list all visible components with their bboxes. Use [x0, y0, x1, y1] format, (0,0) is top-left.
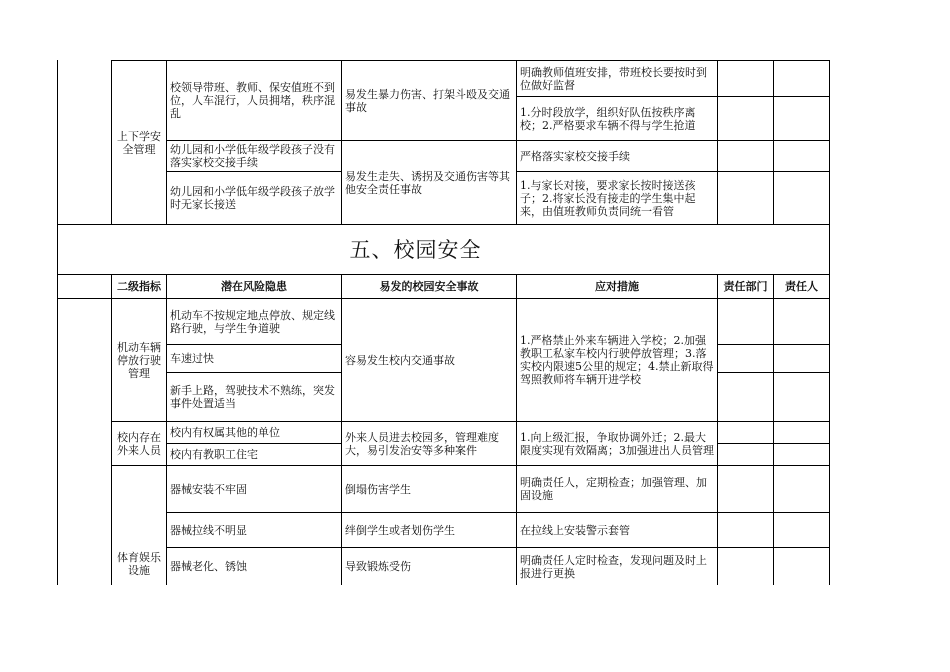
hazard-cell: 校领导带班、教师、保安值班不到位，人车混行，人员拥堵，秩序混乱: [170, 81, 335, 120]
grid-line: [829, 60, 830, 224]
measure-cell: 1.与家长对接，要求家长按时接送孩子；2.将家长没有接走的学生集中起来，由值班教师负责同统一看管: [520, 178, 696, 218]
accident-cell: 倒塌伤害学生: [345, 482, 411, 496]
header-hazard: 潜在风险隐患: [221, 280, 287, 293]
measure-cell: 明确责任人，定期检查；加强管理、加固设施: [520, 476, 707, 502]
grid-line: [773, 60, 774, 224]
accident-cell: 易发生走失、诱拐及交通伤害等其他安全责任事故: [345, 169, 510, 196]
hazard-cell: 器械安装不牢固: [170, 482, 247, 496]
section-title: 五、校园安全: [349, 238, 482, 262]
category-sports: 体育娱乐设施: [117, 551, 161, 577]
hazard-cell: 器械老化、锈蚀: [170, 560, 247, 573]
hazard-cell: 车速过快: [170, 352, 214, 365]
accident-cell: 外来人员进去校园多，管理难度大，易引发治安等多种案件: [345, 430, 499, 457]
accident-cell: 易发生暴力伤害、打架斗殴及交通事故: [345, 87, 510, 114]
hazard-cell: 幼儿园和小学低年级学段孩子没有落实家校交接手续: [170, 143, 335, 169]
grid-line: [57, 60, 58, 224]
header-person: 责任人: [785, 280, 818, 293]
hazard-cell: 新手上路，驾驶技术不熟练，突发事件处置适当: [170, 384, 335, 410]
grid-line: [717, 344, 830, 345]
accident-cell: 绊倒学生或者划伤学生: [345, 523, 455, 537]
grid-line: [717, 274, 718, 585]
grid-line: [829, 274, 830, 585]
header-level2: 二级指标: [117, 280, 161, 293]
measure-cell: 明确教师值班安排，带班校长要按时到位做好监督: [520, 65, 707, 92]
category-vehicles: 机动车辆停放行驶管理: [117, 340, 161, 380]
header-dept: 责任部门: [723, 280, 768, 293]
header-measures: 应对措施: [595, 280, 639, 293]
grid-line: [717, 372, 830, 373]
grid-line: [717, 443, 830, 444]
hazard-cell: 校内有权属其他的单位: [170, 426, 280, 439]
measure-cell: 1.向上级汇报，争取协调外迁；2.最大限度实现有效隔离；3加强进出人员管理: [520, 430, 714, 457]
hazard-cell: 幼儿园和小学低年级学段孩子放学时无家长接送: [170, 185, 335, 211]
hazard-cell: 器械拉线不明显: [170, 523, 247, 537]
accident-cell: 容易发生校内交通事故: [345, 353, 455, 367]
measure-cell: 1.分时段放学，组织好队伍按秩序离校；2.严格要求车辆不得与学生抢道: [520, 105, 696, 132]
category-school-commute: 上下学安全管理: [117, 129, 161, 156]
hazard-cell: 机动车不按规定地点停放、规定线路行驶，与学生争道驶: [170, 308, 335, 335]
grid-line: [57, 274, 58, 585]
accident-cell: 导致锻炼受伤: [345, 560, 411, 573]
measure-cell: 明确责任人定时检查，发现问题及时上报进行更换: [520, 553, 707, 580]
category-outsiders: 校内存在外来人员: [117, 430, 161, 457]
measure-cell: 在拉线上安装警示套管: [520, 523, 630, 537]
measure-cell: 1.严格禁止外来车辆进入学校；2.加强教职工私家车校内行驶停放管理；3.落实校内限速5公里的规定；4.禁止新取得驾照教师将车辆开进学校: [520, 334, 714, 386]
measure-cell: 严格落实家校交接手续: [520, 149, 630, 163]
header-accident: 易发的校园安全事故: [379, 280, 479, 293]
hazard-cell: 校内有教职工住宅: [170, 448, 258, 461]
grid-line: [773, 274, 774, 585]
grid-line: [717, 60, 718, 224]
grid-line: [829, 224, 830, 275]
